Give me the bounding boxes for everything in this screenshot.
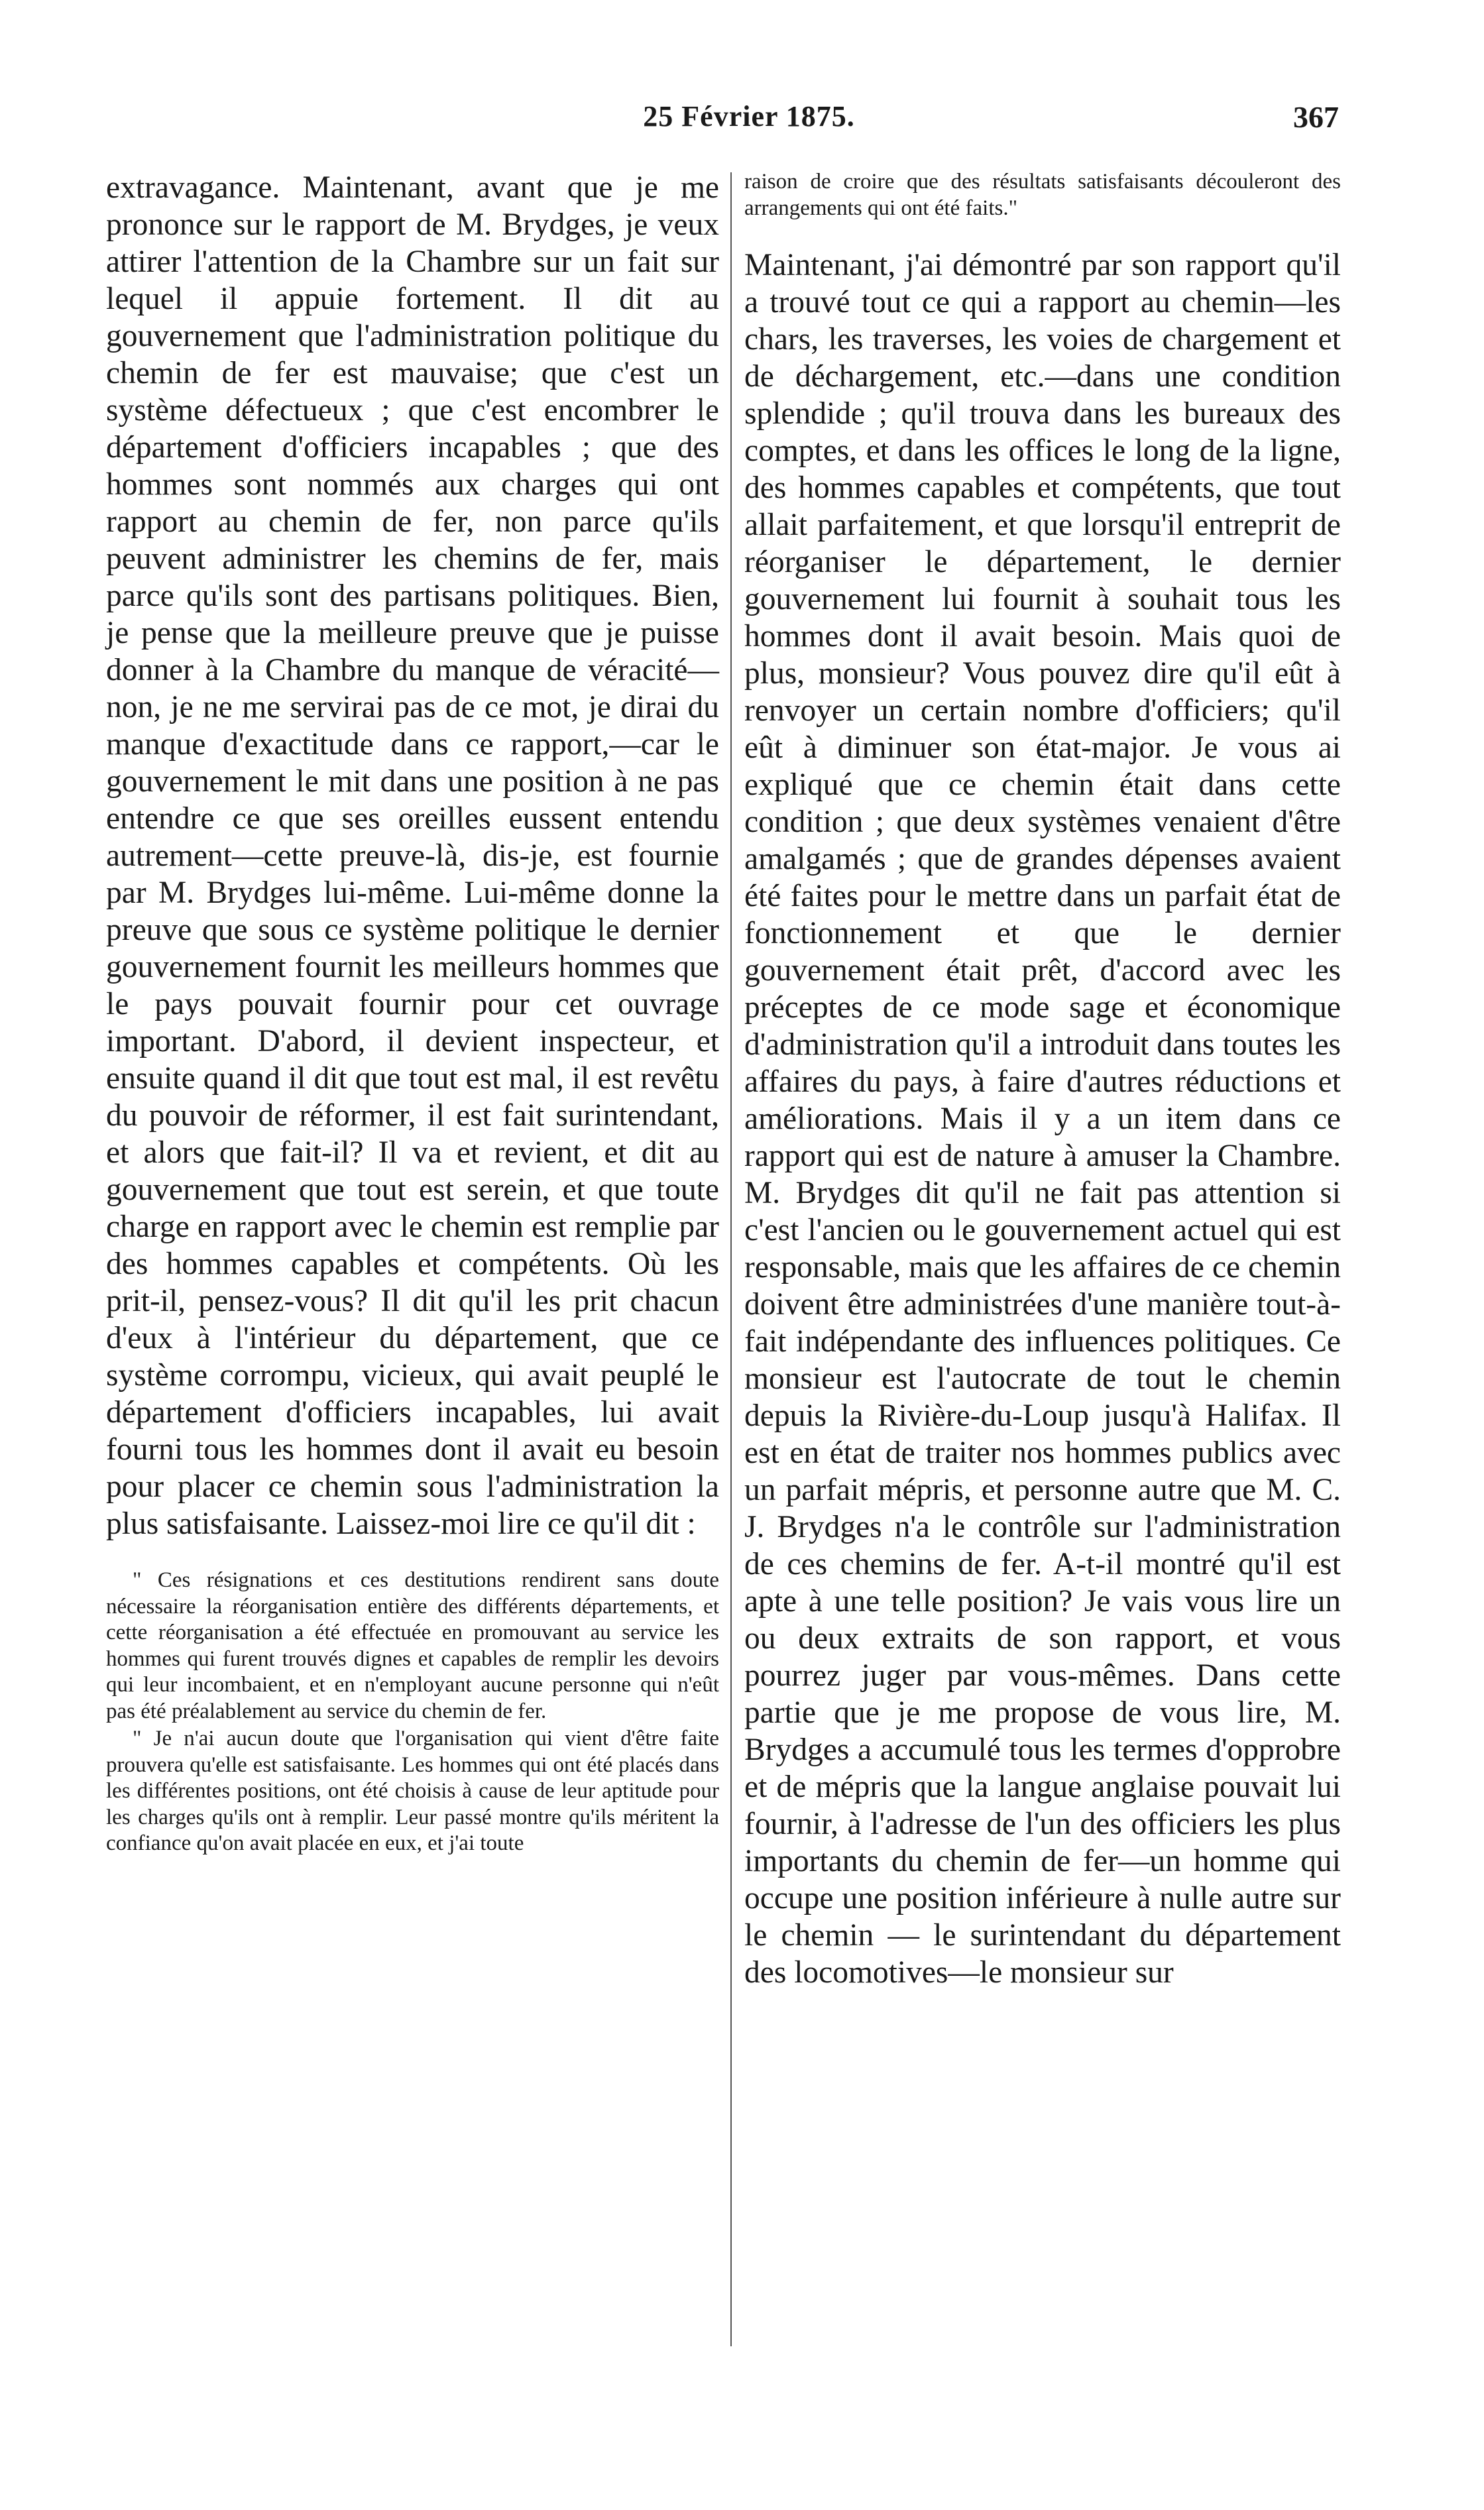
page-number: 367 bbox=[1293, 100, 1339, 134]
report-quote-1: " Ces résignations et ces destitutions rendirent sans doute nécessaire la réorganisation entière des différents départements, et cette réorganisation a été effectuée en promouvant au service les hommes qui furent trouvés dignes et capables de remplir les devoirs qui leur incombaient, et en n'employant aucune personne qui n'eût pas été préalablement au service du chemin de fer. bbox=[106, 1568, 719, 1723]
left-column bbox=[106, 169, 719, 1857]
header-date: 25 Février 1875. bbox=[643, 100, 855, 133]
right-column bbox=[744, 169, 1341, 1991]
left-paragraph: extravagance. Maintenant, avant que je me prononce sur le rapport de M. Brydges, je veux attirer l'attention de la Chambre sur un fait sur lequel il appuie fortement. Il dit au gouvernement que l'administration politique du chemin de fer est mauvaise; que c'est un système défectueux ; que c'est encombrer le département d'officiers incapables ; que des hommes sont nommés aux charges qui ont rapport au chemin de fer, non parce qu'ils peuvent administrer les chemins de fer, mais parce qu'ils sont des partisans politiques. Bien, je pense que la meilleure preuve que je puisse donner à la Chambre du manque de véracité—non, je ne me servirai pas de ce mot, je dirai du manque d'exactitude dans ce rapport,—car le gouvernement le mit dans une position à ne pas entendre ce que ses oreilles eussent entendu autrement—cette preuve-là, dis-je, est fournie par M. Brydges lui-même. Lui-même donne la preuve que sous ce système politique le dernier gouvernement fournit les meilleurs hommes que le pays pouvait fournir pour cet ouvrage important. D'abord, il devient inspecteur, et ensuite quand il dit que tout est mal, il est revêtu du pouvoir de réformer, il est fait surintendant, et alors que fait-il? Il va et revient, et dit au gouvernement que tout est serein, et que toute charge en rapport avec le chemin est remplie par des hommes capables et compétents. Où les prit-il, pensez-vous? Il dit qu'il les prit chacun d'eux à l'intérieur du département, que ce système corrompu, vicieux, qui avait peuplé le département d'officiers incapables, lui avait fourni tous les hommes dont il avait eu besoin pour placer ce chemin sous l'administration la plus satisfaisante. Laissez-moi lire ce qu'il dit : bbox=[106, 170, 719, 1541]
report-quote-2: " Je n'ai aucun doute que l'organisation qui vient d'être faite prouvera qu'elle est satisfaisante. Les hommes qui ont été placés dans les différentes positions, ont été choisis à cause de leur aptitude pour les charges qu'ils ont à remplir. Leur passé montre qu'ils méritent la confiance qu'on avait placée en eux, et j'ai toute bbox=[106, 1727, 719, 1855]
right-paragraph: Maintenant, j'ai démontré par son rapport qu'il a trouvé tout ce qui a rapport au chemin—les chars, les traverses, les voies de chargement et de déchargement, etc.—dans une condition splendide ; qu'il trouva dans les bureaux des comptes, et dans les offices le long de la ligne, des hommes capables et compétents, que tout allait parfaitement, et que lorsqu'il entreprit de réorganiser le département, le dernier gouvernement lui fournit à souhait tous les hommes dont il avait besoin. Mais quoi de plus, monsieur? Vous pouvez dire qu'il eût à renvoyer un certain nombre d'officiers; qu'il eût à diminuer son état-major. Je vous ai expliqué que ce chemin était dans cette condition ; que deux systèmes venaient d'être amalgamés ; que de grandes dépenses avaient été faites pour le mettre dans un parfait état de fonctionnement et que le dernier gouvernement était prêt, d'accord avec les préceptes de ce mode sage et économique d'administration qu'il a introduit dans toutes les affaires du pays, à faire d'autres réductions et améliorations. Mais il y a un item dans ce rapport qui est de nature à amuser la Chambre. M. Brydges dit qu'il ne fait pas attention si c'est l'ancien ou le gouvernement actuel qui est responsable, mais que les affaires de ce chemin doivent être administrées d'une manière tout-à-fait indépendante des influences politiques. Ce monsieur est l'autocrate de tout le chemin depuis la Rivière-du-Loup jusqu'à Halifax. Il est en état de traiter nos hommes publics avec un parfait mépris, et personne autre que M. C. J. Brydges n'a le contrôle sur l'administration de ces chemins de fer. A-t-il montré qu'il est apte à une telle position? Je vais vous lire un ou deux extraits de son rapport, et vous pourrez juger par vous-mêmes. Dans cette partie que je me propose de vous lire, M. Brydges a accumulé tous les termes d'opprobre et de mépris que la langue anglaise pouvait lui fournir, à l'adresse de l'un des officiers les plus importants du chemin de fer—un homme qui occupe une position inférieure à nulle autre sur le chemin — le surintendant du département des locomotives—le monsieur sur bbox=[744, 248, 1341, 1990]
page-header bbox=[159, 99, 1339, 139]
column-divider bbox=[730, 172, 732, 2346]
report-quote-continuation: raison de croire que des résultats satisfaisants découleront des arrangements qui ont été faits." bbox=[744, 170, 1341, 220]
